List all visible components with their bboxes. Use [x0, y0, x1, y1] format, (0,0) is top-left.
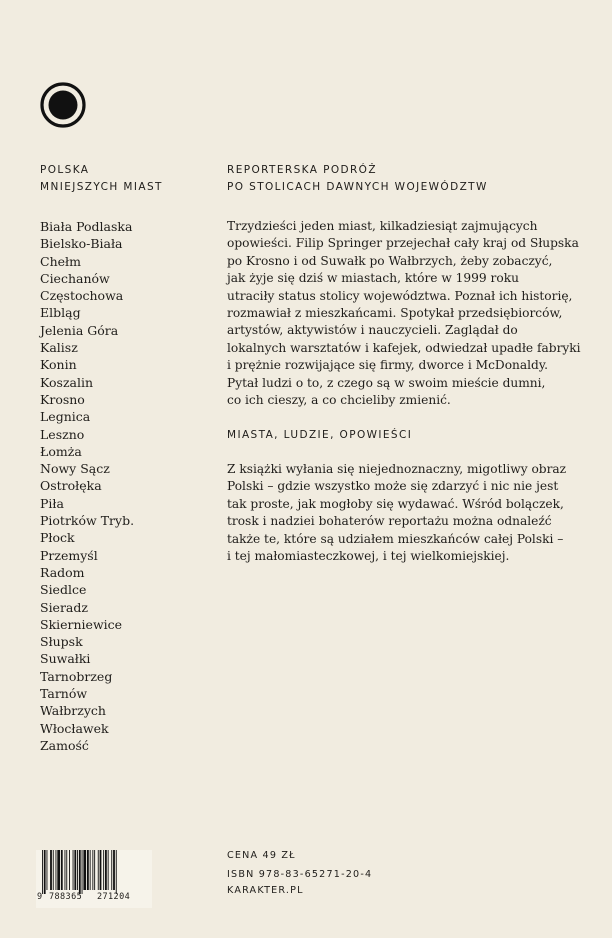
- subtitle-heading: [227, 162, 587, 196]
- barcode-bar: [42, 850, 43, 894]
- series-heading-line: POLSKA: [40, 164, 90, 176]
- barcode-bar: [77, 850, 78, 890]
- city-item: Wałbrzych: [40, 703, 106, 719]
- isbn-label: ISBN 978-83-65271-20-4: [227, 869, 373, 880]
- paragraph-line: Trzydzieści jeden miast, kilkadziesiąt zajmujących: [227, 219, 538, 233]
- city-item: Włocławek: [40, 720, 109, 736]
- series-heading-line: MNIEJSZYCH MIAST: [40, 181, 163, 193]
- city-item: Radom: [40, 564, 85, 580]
- paragraph-line: lokalnych warsztatów i kafejek, odwiedzał upadłe fabryki: [227, 340, 581, 355]
- city-item: Piła: [40, 495, 64, 511]
- paragraph-line: artystów, aktywistów i nauczycieli. Zaglądał do: [227, 323, 518, 338]
- barcode-bar: [73, 850, 74, 890]
- city-item: Jelenia Góra: [40, 322, 119, 338]
- city-item: Ciechanów: [40, 270, 110, 286]
- city-item: Zamość: [40, 737, 89, 753]
- barcode-bar: [69, 850, 70, 890]
- barcode-digit-group-left: 788365: [49, 892, 83, 902]
- paragraph-line: jak żyje się dziś w miastach, które w 1999 roku: [227, 271, 519, 286]
- city-item: Częstochowa: [40, 288, 124, 304]
- barcode-bar: [66, 850, 67, 890]
- city-item: Skierniewice: [40, 616, 123, 632]
- paragraph-line: Pytał ludzi o to, z czego są w swoim mieście dumni,: [227, 375, 546, 390]
- barcode-bar: [100, 850, 102, 890]
- city-item: Tarnobrzeg: [40, 668, 113, 684]
- paragraph-line: Polski – gdzie wszystko może się zdarzyć i nic nie jest: [227, 479, 559, 494]
- barcode-bar: [65, 850, 66, 890]
- city-item: Kalisz: [40, 340, 78, 356]
- paragraph-line: tak proste, jak mogłoby się wydawać. Wśród bolączek,: [227, 496, 564, 511]
- city-item: Chełm: [40, 253, 81, 269]
- city-item: Siedlce: [40, 582, 87, 598]
- barcode-bar: [47, 850, 48, 890]
- paragraph-line: także te, które są udziałem mieszkańców całej Polski –: [227, 531, 564, 546]
- city-item: Tarnów: [40, 686, 88, 702]
- paragraph-line: co ich cieszy, a co chcieliby zmienić.: [227, 393, 451, 408]
- subtitle-heading-line: PO STOLICACH DAWNYCH WOJEWÓDZTW: [227, 181, 488, 193]
- paragraph-line: opowieści. Filip Springer przejechał cały kraj od Słupska: [227, 236, 579, 251]
- barcode-bar: [103, 850, 104, 890]
- isbn-barcode: [36, 850, 152, 908]
- city-item: Legnica: [40, 409, 91, 425]
- barcode-bar: [105, 850, 107, 890]
- barcode-bar: [111, 850, 112, 890]
- city-item: Biała Podlaska: [40, 219, 133, 234]
- barcode-bar: [50, 850, 52, 890]
- paragraph-line: po Krosno i od Suwałk po Wałbrzych, żeby zobaczyć,: [227, 253, 553, 268]
- barcode-bar: [74, 850, 76, 890]
- city-item: Sieradz: [40, 599, 88, 615]
- barcode-bar: [82, 850, 83, 894]
- description-paragraph-2: [227, 461, 597, 565]
- barcode-bar: [108, 850, 109, 890]
- section-heading: MIASTA, LUDZIE, OPOWIEŚCI: [227, 429, 413, 441]
- paragraph-line: i prężnie rozwijające się firmy, dworce i McDonaldy.: [227, 358, 548, 373]
- city-item: Łomża: [40, 443, 82, 459]
- barcode-bar: [94, 850, 95, 890]
- city-item: Płock: [40, 530, 75, 546]
- publisher-website[interactable]: KARAKTER.PL: [227, 885, 304, 896]
- barcode-bar: [92, 850, 93, 890]
- city-item: Suwałki: [40, 651, 91, 667]
- barcode-bar: [90, 850, 91, 890]
- barcode-bars: [40, 850, 150, 894]
- series-heading: [40, 162, 200, 196]
- city-list: [40, 218, 134, 754]
- city-item: Przemyśl: [40, 547, 98, 563]
- barcode-bar: [61, 850, 63, 890]
- city-item: Nowy Sącz: [40, 461, 110, 477]
- barcode-bar: [57, 850, 60, 890]
- paragraph-line: utraciły status stolicy województwa. Poznał ich historię,: [227, 288, 573, 303]
- barcode-bar: [87, 850, 89, 890]
- barcode-bar: [79, 850, 81, 894]
- city-item: Leszno: [40, 426, 85, 442]
- price-label: CENA 49 ZŁ: [227, 850, 296, 861]
- barcode-digit-group-right: 271204: [97, 892, 131, 902]
- barcode-bar: [113, 850, 115, 890]
- paragraph-line: trosk i nadziei bohaterów reportażu można odnaleźć: [227, 514, 552, 529]
- circle-logo-icon: [40, 82, 86, 128]
- barcode-digit-prefix: 9: [37, 892, 43, 902]
- city-item: Krosno: [40, 391, 85, 407]
- barcode-bar: [98, 850, 99, 890]
- barcode-bar: [56, 850, 57, 890]
- paragraph-line: i tej małomiasteczkowej, i tej wielkomiejskiej.: [227, 549, 510, 564]
- description-paragraph-1: [227, 218, 597, 409]
- city-item: Elbląg: [40, 305, 81, 321]
- barcode-bar: [116, 850, 117, 894]
- city-item: Koszalin: [40, 374, 94, 390]
- city-item: Słupsk: [40, 634, 83, 650]
- city-item: Piotrków Tryb.: [40, 513, 135, 529]
- paragraph-line: rozmawiał z mieszkańcami. Spotykał przedsiębiorców,: [227, 306, 563, 321]
- paragraph-line: Z książki wyłania się niejednoznaczny, migotliwy obraz: [227, 462, 567, 476]
- city-item: Bielsko-Biała: [40, 236, 123, 252]
- city-item: Ostrołęka: [40, 478, 102, 494]
- barcode-bar: [44, 850, 46, 894]
- barcode-bar: [83, 850, 86, 890]
- city-item: Konin: [40, 357, 77, 373]
- subtitle-heading-line: REPORTERSKA PODRÓŻ: [227, 164, 377, 176]
- barcode-bar: [53, 850, 54, 890]
